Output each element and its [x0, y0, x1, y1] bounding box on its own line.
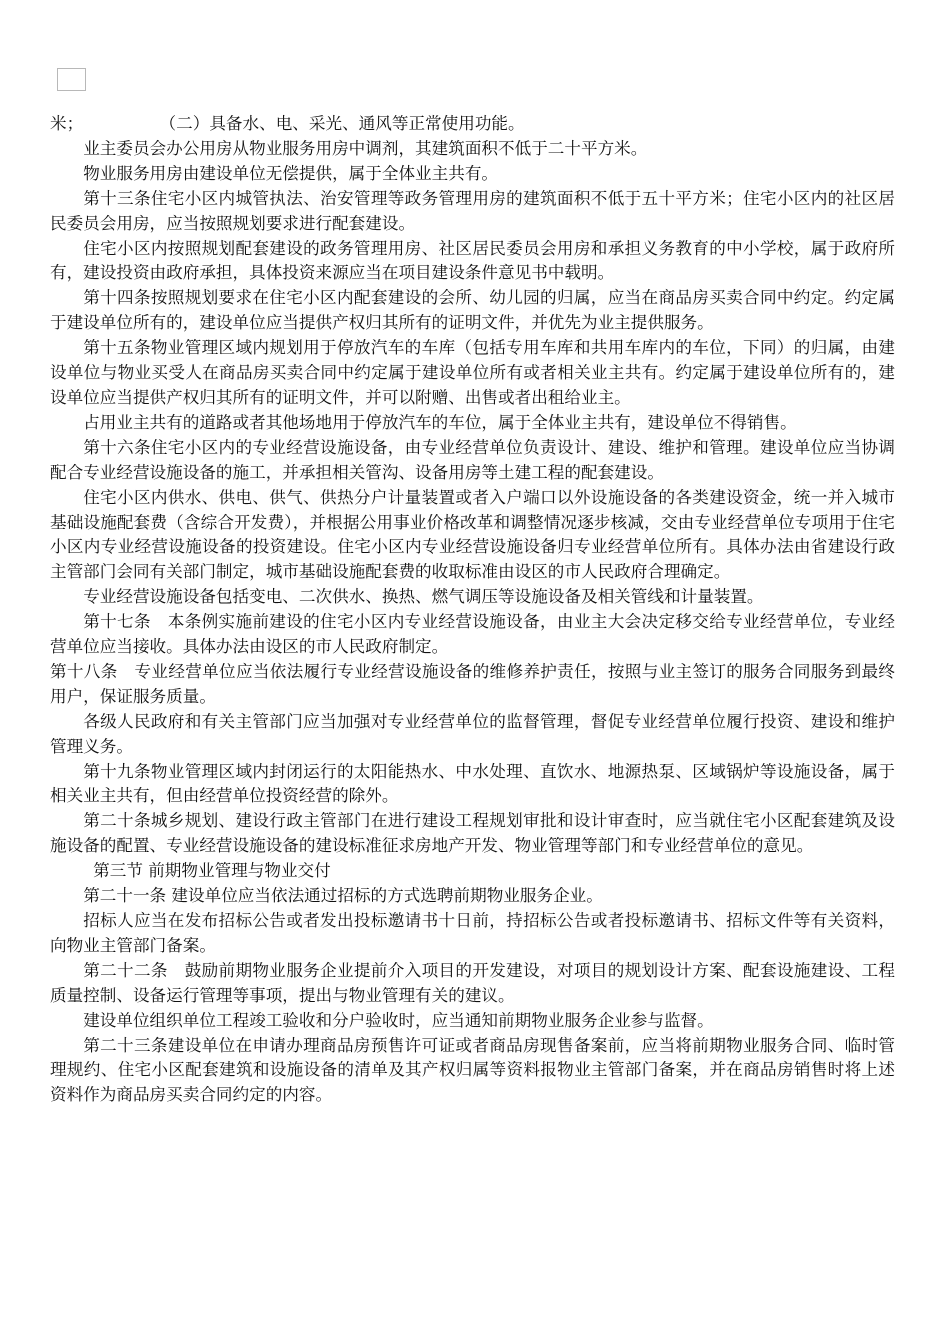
article-23: 第二十三条建设单位在申请办理商品房预售许可证或者商品房现售备案前，应当将前期物业服务合同、临时管理规约、住宅小区配套建筑和设施设备的清单及其产权归属等资料报物业主管部门备案，并在商品房销售时将上述资料作为商品房买卖合同约定的内容。 [50, 1035, 895, 1105]
paragraph: 占用业主共有的道路或者其他场地用于停放汽车的车位，属于全体业主共有，建设单位不得销售。 [83, 412, 797, 432]
paragraph: 招标人应当在发布招标公告或者发出投标邀请书十日前，持招标公告或者投标邀请书、招标文件等有关资料，向物业主管部门备案。 [50, 911, 895, 955]
article-22: 第二十二条 鼓励前期物业服务企业提前介入项目的开发建设，对项目的规划设计方案、配套设施建设、工程质量控制、设备运行管理等事项，提出与物业管理有关的建议。 [50, 960, 895, 1005]
paragraph: 物业服务用房由建设单位无偿提供，属于全体业主共有。 [83, 163, 499, 183]
paragraph: 各级人民政府和有关主管部门应当加强对专业经营单位的监督管理，督促专业经营单位履行投资、建设和维护管理义务。 [50, 711, 895, 756]
section-heading: 第三节 前期物业管理与物业交付 [93, 861, 331, 881]
paragraph: 业主委员会办公用房从物业服务用房中调剂，其建筑面积不低于二十平方米。 [83, 138, 648, 158]
page-thumbnail-box [57, 68, 86, 91]
article-17: 第十七条 本条例实施前建设的住宅小区内专业经营设施设备，由业主大会决定移交给专业经营单位，专业经营单位应当接收。具体办法由设区的市人民政府制定。 [50, 612, 895, 657]
article-16: 第十六条住宅小区内的专业经营设施设备，由专业经营单位负责设计、建设、维护和管理。建设单位应当协调配合专业经营设施设备的施工，并承担相关管沟、设备用房等土建工程的配套建设。 [50, 437, 895, 482]
paragraph: 建设单位组织单位工程竣工验收和分户验收时，应当通知前期物业服务企业参与监督。 [83, 1010, 714, 1030]
paragraph-text: （二）具备水、电、采光、通风等正常使用功能。 [159, 114, 525, 133]
article-14: 第十四条按照规划要求在住宅小区内配套建设的会所、幼儿园的归属，应当在商品房买卖合同中约定。约定属于建设单位所有的，建设单位应当提供产权归其所有的证明文件，并优先为业主提供服务。 [50, 288, 895, 333]
paragraph: 专业经营设施设备包括变电、二次供水、换热、燃气调压等设施设备及相关管线和计量装置。 [83, 587, 764, 607]
article-19: 第十九条物业管理区域内封闭运行的太阳能热水、中水处理、直饮水、地源热泵、区域锅炉等设施设备，属于相关业主共有，但由经营单位投资经营的除外。 [50, 761, 895, 806]
article-18: 第十八条 专业经营单位应当依法履行专业经营设施设备的维修养护责任，按照与业主签订的服务合同服务到最终用户，保证服务质量。 [50, 661, 895, 706]
document-body [50, 112, 895, 1108]
paragraph-lead: 米； [50, 114, 84, 133]
article-13: 第十三条住宅小区内城管执法、治安管理等政务管理用房的建筑面积不低于五十平方米；住宅小区内的社区居民委员会用房，应当按照规划要求进行配套建设。 [50, 188, 895, 233]
article-21: 第二十一条 建设单位应当依法通过招标的方式选聘前期物业服务企业。 [83, 886, 603, 906]
paragraph: 住宅小区内按照规划配套建设的政务管理用房、社区居民委员会用房和承担义务教育的中小学校，属于政府所有，建设投资由政府承担，具体投资来源应当在项目建设条件意见书中载明。 [50, 238, 895, 283]
article-20: 第二十条城乡规划、建设行政主管部门在进行建设工程规划审批和设计审查时，应当就住宅小区配套建筑及设施设备的配置、专业经营设施设备的建设标准征求房地产开发、物业管理等部门和专业经营单位的意见。 [50, 811, 895, 856]
paragraph [50, 112, 895, 137]
article-15: 第十五条物业管理区域内规划用于停放汽车的车库（包括专用车库和共用车库内的车位，下同）的归属，由建设单位与物业买受人在商品房买卖合同中约定属于建设单位所有或者相关业主共有。约定属于建设单位所有的，建设单位应当提供产权归其所有的证明文件，并可以附赠、出售或者出租给业主。 [50, 338, 895, 407]
paragraph: 住宅小区内供水、供电、供气、供热分户计量装置或者入户端口以外设施设备的各类建设资金，统一并入城市基础设施配套费（含综合开发费），并根据公用事业价格改革和调整情况逐步核减，交由专业经营单位专项用于住宅小区内专业经营设施设备的投资建设。住宅小区内专业经营设施设备归专业经营单位所有。具体办法由省建设行政主管部门会同有关部门制定，城市基础设施配套费的收取标准由设区的市人民政府合理确定。 [50, 487, 895, 582]
